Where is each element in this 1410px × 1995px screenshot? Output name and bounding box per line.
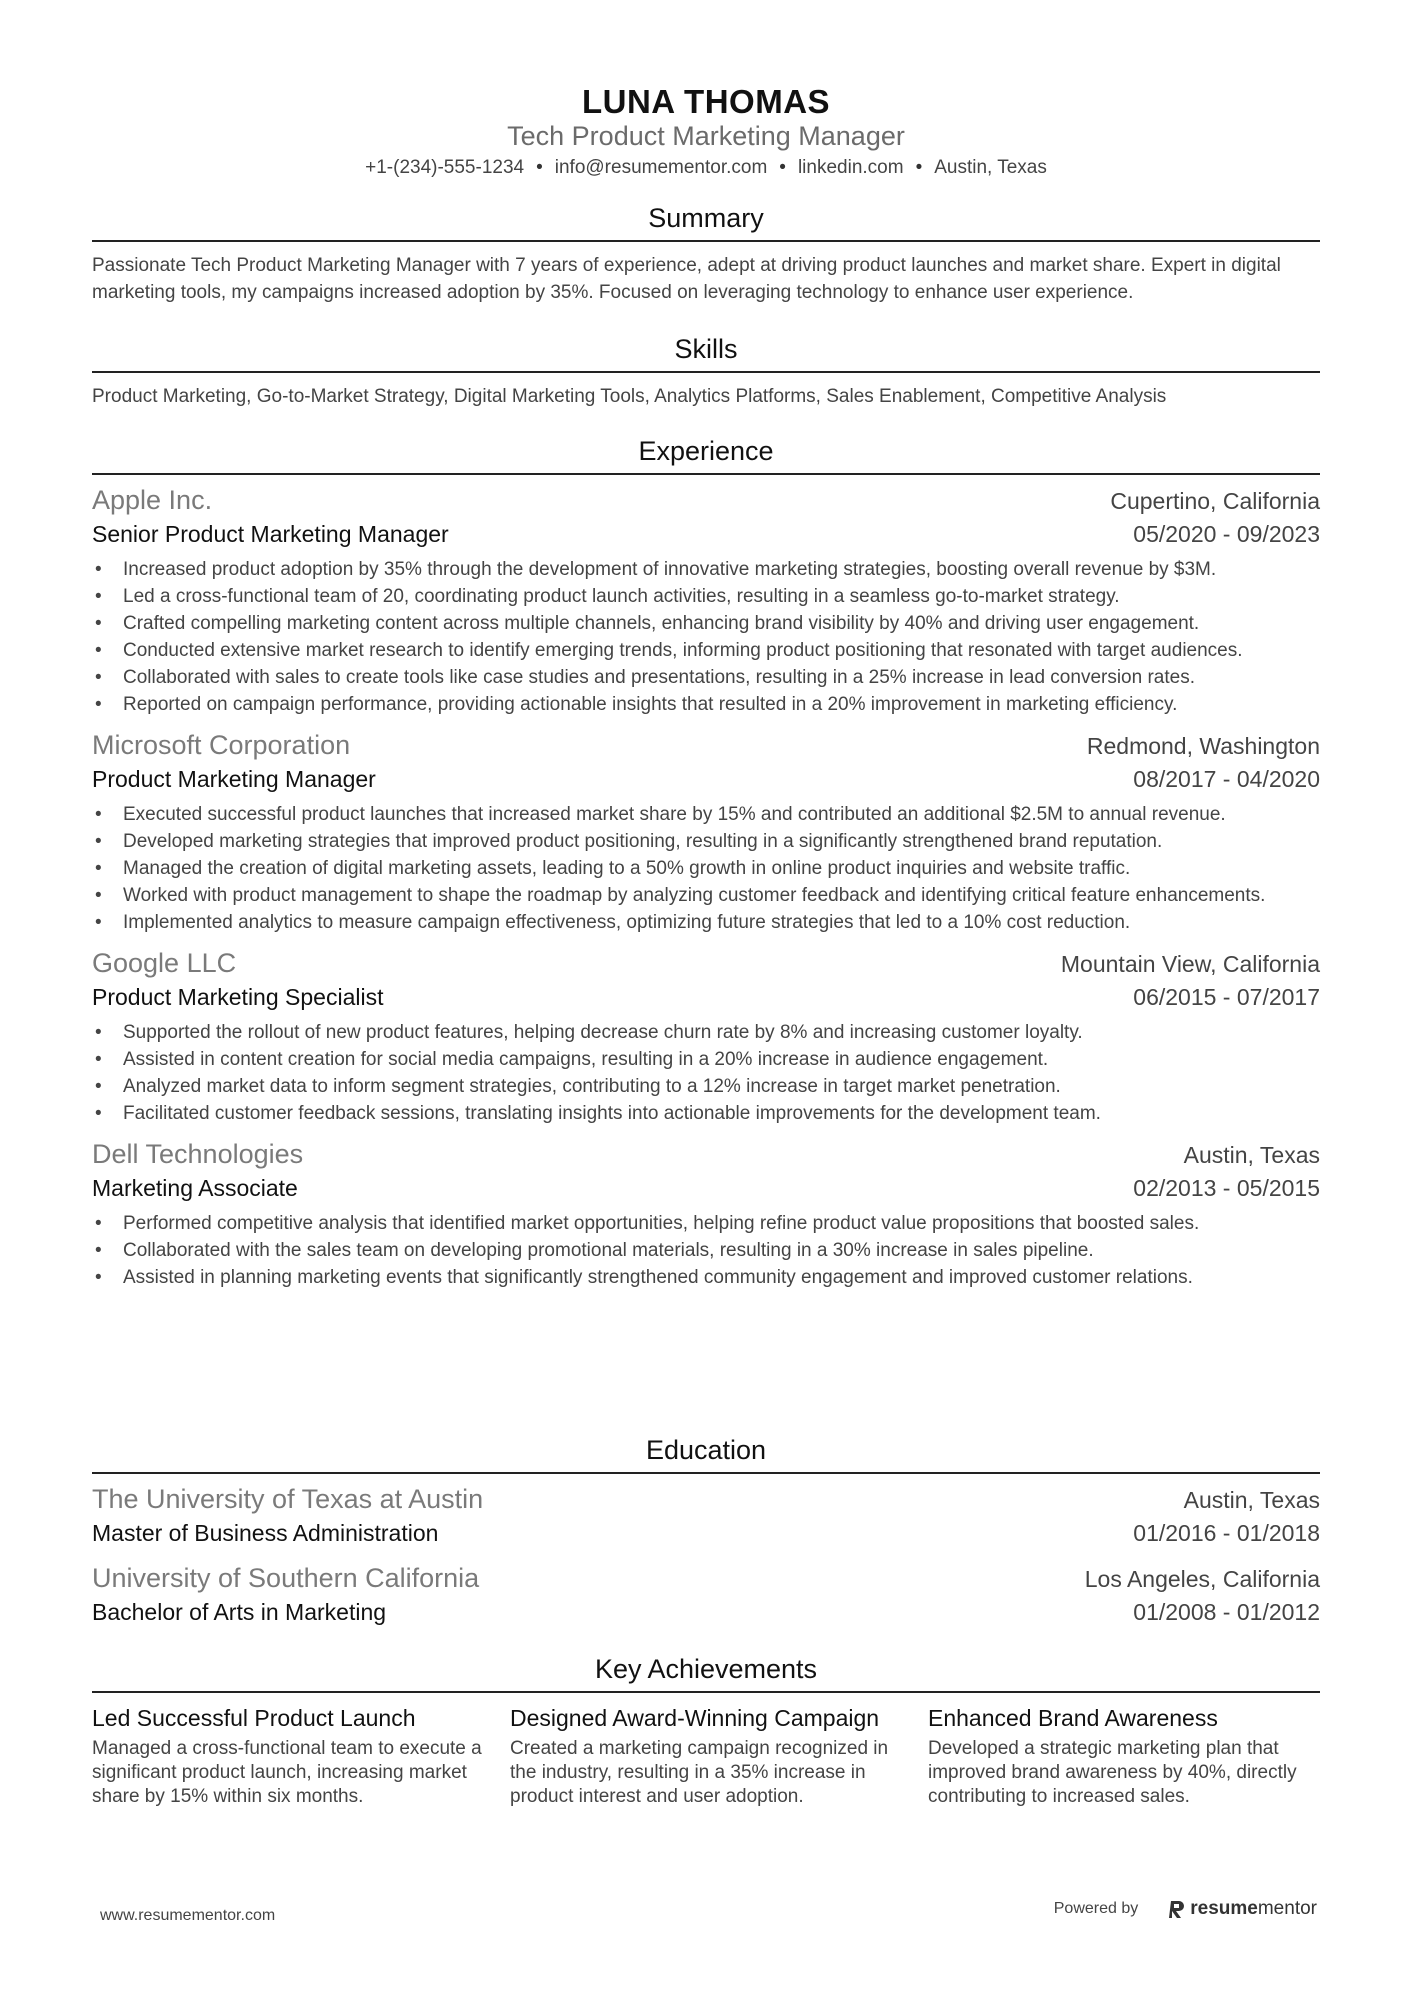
education-section bbox=[92, 1434, 1320, 1628]
bullet-separator: • bbox=[915, 157, 923, 178]
linkedin-link[interactable]: linkedin.com bbox=[797, 157, 904, 178]
list-item: • Reported on campaign performance, providing actionable insights that resulted in a 20% improvement in marketing efficiency. bbox=[92, 691, 1320, 718]
job-dates: 05/2020 - 09/2023 bbox=[1133, 521, 1320, 547]
achievement-description: Developed a strategic marketing plan that improved brand awareness by 40%, directly contributing to increased sales. bbox=[928, 1738, 1297, 1807]
school-location: Austin, Texas bbox=[1183, 1487, 1320, 1513]
achievement-title: Enhanced Brand Awareness bbox=[928, 1705, 1218, 1731]
achievement-title: Led Successful Product Launch bbox=[92, 1705, 416, 1731]
experience-section bbox=[92, 435, 1320, 1291]
achievement-title: Designed Award-Winning Campaign bbox=[510, 1705, 880, 1731]
section-divider bbox=[92, 1691, 1320, 1693]
job-bullets bbox=[92, 1019, 1320, 1127]
education-dates: 01/2008 - 01/2012 bbox=[1133, 1599, 1320, 1625]
job-bullets bbox=[92, 801, 1320, 936]
list-item: • Managed the creation of digital marketing assets, leading to a 50% growth in online product inquiries and website traffic. bbox=[92, 855, 1320, 882]
company-name: Microsoft Corporation bbox=[92, 730, 351, 760]
achievements-grid bbox=[92, 1701, 1320, 1809]
candidate-title: Tech Product Marketing Manager bbox=[507, 121, 905, 151]
education-dates: 01/2016 - 01/2018 bbox=[1133, 1520, 1320, 1546]
list-item: • Collaborated with sales to create tools like case studies and presentations, resulting in a 25% increase in lead conversion rates. bbox=[92, 664, 1320, 691]
candidate-name: LUNA THOMAS bbox=[581, 83, 831, 120]
list-item: • Executed successful product launches that increased market share by 15% and contributed an additional $2.5M to annual revenue. bbox=[92, 801, 1320, 828]
list-item: • Developed marketing strategies that improved product positioning, resulting in a significantly strengthened brand reputation. bbox=[92, 828, 1320, 855]
contact-line bbox=[92, 156, 1320, 180]
job-bullets bbox=[92, 1210, 1320, 1291]
section-divider bbox=[92, 1472, 1320, 1474]
resumementor-logo-icon bbox=[1168, 1899, 1186, 1919]
section-heading: Key Achievements bbox=[594, 1654, 818, 1684]
education-entry bbox=[92, 1482, 1320, 1549]
achievement-card bbox=[92, 1701, 484, 1809]
achievement-card bbox=[510, 1701, 902, 1809]
job-location: Mountain View, California bbox=[1060, 951, 1320, 977]
list-item: • Increased product adoption by 35% through the development of innovative marketing strategies, boosting overall revenue by $3M. bbox=[92, 556, 1320, 583]
list-item: • Assisted in content creation for social media campaigns, resulting in a 20% increase in audience engagement. bbox=[92, 1046, 1320, 1073]
education-entry bbox=[92, 1561, 1320, 1628]
bullet-separator: • bbox=[536, 157, 543, 178]
achievements-section bbox=[92, 1653, 1320, 1809]
summary-section bbox=[92, 202, 1320, 306]
section-divider bbox=[92, 473, 1320, 475]
section-heading: Skills bbox=[674, 334, 738, 364]
location: Austin, Texas bbox=[934, 157, 1047, 178]
resumementor-logo[interactable] bbox=[1168, 1898, 1317, 1920]
section-divider bbox=[92, 240, 1320, 242]
bullet-separator: • bbox=[779, 157, 786, 178]
job-bullets bbox=[92, 556, 1320, 718]
achievement-description: Created a marketing campaign recognized in the industry, resulting in a 35% increase in product interest and user adoption. bbox=[510, 1738, 889, 1807]
summary-text: Passionate Tech Product Marketing Manager with 7 years of experience, adept at driving product launches and market share. Expert in digital marketing tools, my campaigns increased adoption by 35%. Focused on leveraging technology to enhance user experience. bbox=[92, 255, 1281, 303]
list-item: • Collaborated with the sales team on developing promotional materials, resulting in a 30% increase in sales pipeline. bbox=[92, 1237, 1320, 1264]
job-role: Marketing Associate bbox=[92, 1175, 298, 1201]
list-item: • Facilitated customer feedback sessions, translating insights into actionable improvements for the development team. bbox=[92, 1100, 1320, 1127]
skills-text: Product Marketing, Go-to-Market Strategy, Digital Marketing Tools, Analytics Platforms, Sales Enablement, Competitive Analysis bbox=[92, 386, 1167, 407]
list-item: • Supported the rollout of new product features, helping decrease churn rate by 8% and increasing customer loyalty. bbox=[92, 1019, 1320, 1046]
list-item: • Worked with product management to shape the roadmap by analyzing customer feedback and identifying critical feature enhancements. bbox=[92, 882, 1320, 909]
section-divider bbox=[92, 371, 1320, 373]
brand-light: mentor bbox=[1257, 1898, 1317, 1919]
job-location: Redmond, Washington bbox=[1086, 733, 1320, 759]
list-item: • Conducted extensive market research to identify emerging trends, informing product positioning that resonated with target audiences. bbox=[92, 637, 1320, 664]
list-item: • Crafted compelling marketing content across multiple channels, enhancing brand visibility by 40% and driving user engagement. bbox=[92, 610, 1320, 637]
section-heading: Experience bbox=[638, 436, 774, 466]
list-item: • Led a cross-functional team of 20, coordinating product launch activities, resulting in a seamless go-to-market strategy. bbox=[92, 583, 1320, 610]
skills-section bbox=[92, 333, 1320, 410]
job-location: Austin, Texas bbox=[1183, 1142, 1320, 1168]
company-name: Apple Inc. bbox=[92, 485, 213, 515]
job-entry bbox=[92, 1137, 1320, 1291]
section-heading: Education bbox=[645, 1435, 767, 1465]
list-item: • Analyzed market data to inform segment strategies, contributing to a 12% increase in target market penetration. bbox=[92, 1073, 1320, 1100]
section-heading: Summary bbox=[648, 203, 764, 233]
list-item: • Assisted in planning marketing events that significantly strengthened community engagement and improved customer relations. bbox=[92, 1264, 1320, 1291]
footer-website-link[interactable]: www.resumementor.com bbox=[100, 1907, 276, 1924]
job-dates: 08/2017 - 04/2020 bbox=[1133, 766, 1320, 792]
list-item: • Performed competitive analysis that identified market opportunities, helping refine product value propositions that boosted sales. bbox=[92, 1210, 1320, 1237]
company-name: Dell Technologies bbox=[92, 1139, 304, 1169]
school-name: University of Southern California bbox=[92, 1563, 480, 1593]
job-entry bbox=[92, 483, 1320, 718]
job-role: Product Marketing Specialist bbox=[92, 984, 384, 1010]
brand-bold: resume bbox=[1190, 1898, 1258, 1919]
job-location: Cupertino, California bbox=[1110, 488, 1320, 514]
phone: +1-(234)-555-1234 bbox=[365, 157, 525, 178]
footer-branding bbox=[1054, 1898, 1317, 1920]
degree: Bachelor of Arts in Marketing bbox=[92, 1599, 387, 1625]
job-role: Product Marketing Manager bbox=[92, 766, 376, 792]
job-dates: 02/2013 - 05/2015 bbox=[1133, 1175, 1320, 1201]
school-name: The University of Texas at Austin bbox=[92, 1484, 484, 1514]
job-dates: 06/2015 - 07/2017 bbox=[1133, 984, 1320, 1010]
degree: Master of Business Administration bbox=[92, 1520, 439, 1546]
school-location: Los Angeles, California bbox=[1084, 1566, 1320, 1592]
job-entry bbox=[92, 946, 1320, 1127]
list-item: • Implemented analytics to measure campaign effectiveness, optimizing future strategies that led to a 10% cost reduction. bbox=[92, 909, 1320, 936]
achievement-description: Managed a cross-functional team to execute a significant product launch, increasing market share by 15% within six months. bbox=[92, 1738, 482, 1807]
powered-by-label: Powered by bbox=[1053, 1900, 1139, 1917]
job-entry bbox=[92, 728, 1320, 936]
achievement-card bbox=[928, 1701, 1320, 1809]
email[interactable]: info@resumementor.com bbox=[554, 157, 768, 178]
company-name: Google LLC bbox=[92, 948, 237, 978]
job-role: Senior Product Marketing Manager bbox=[92, 521, 449, 547]
